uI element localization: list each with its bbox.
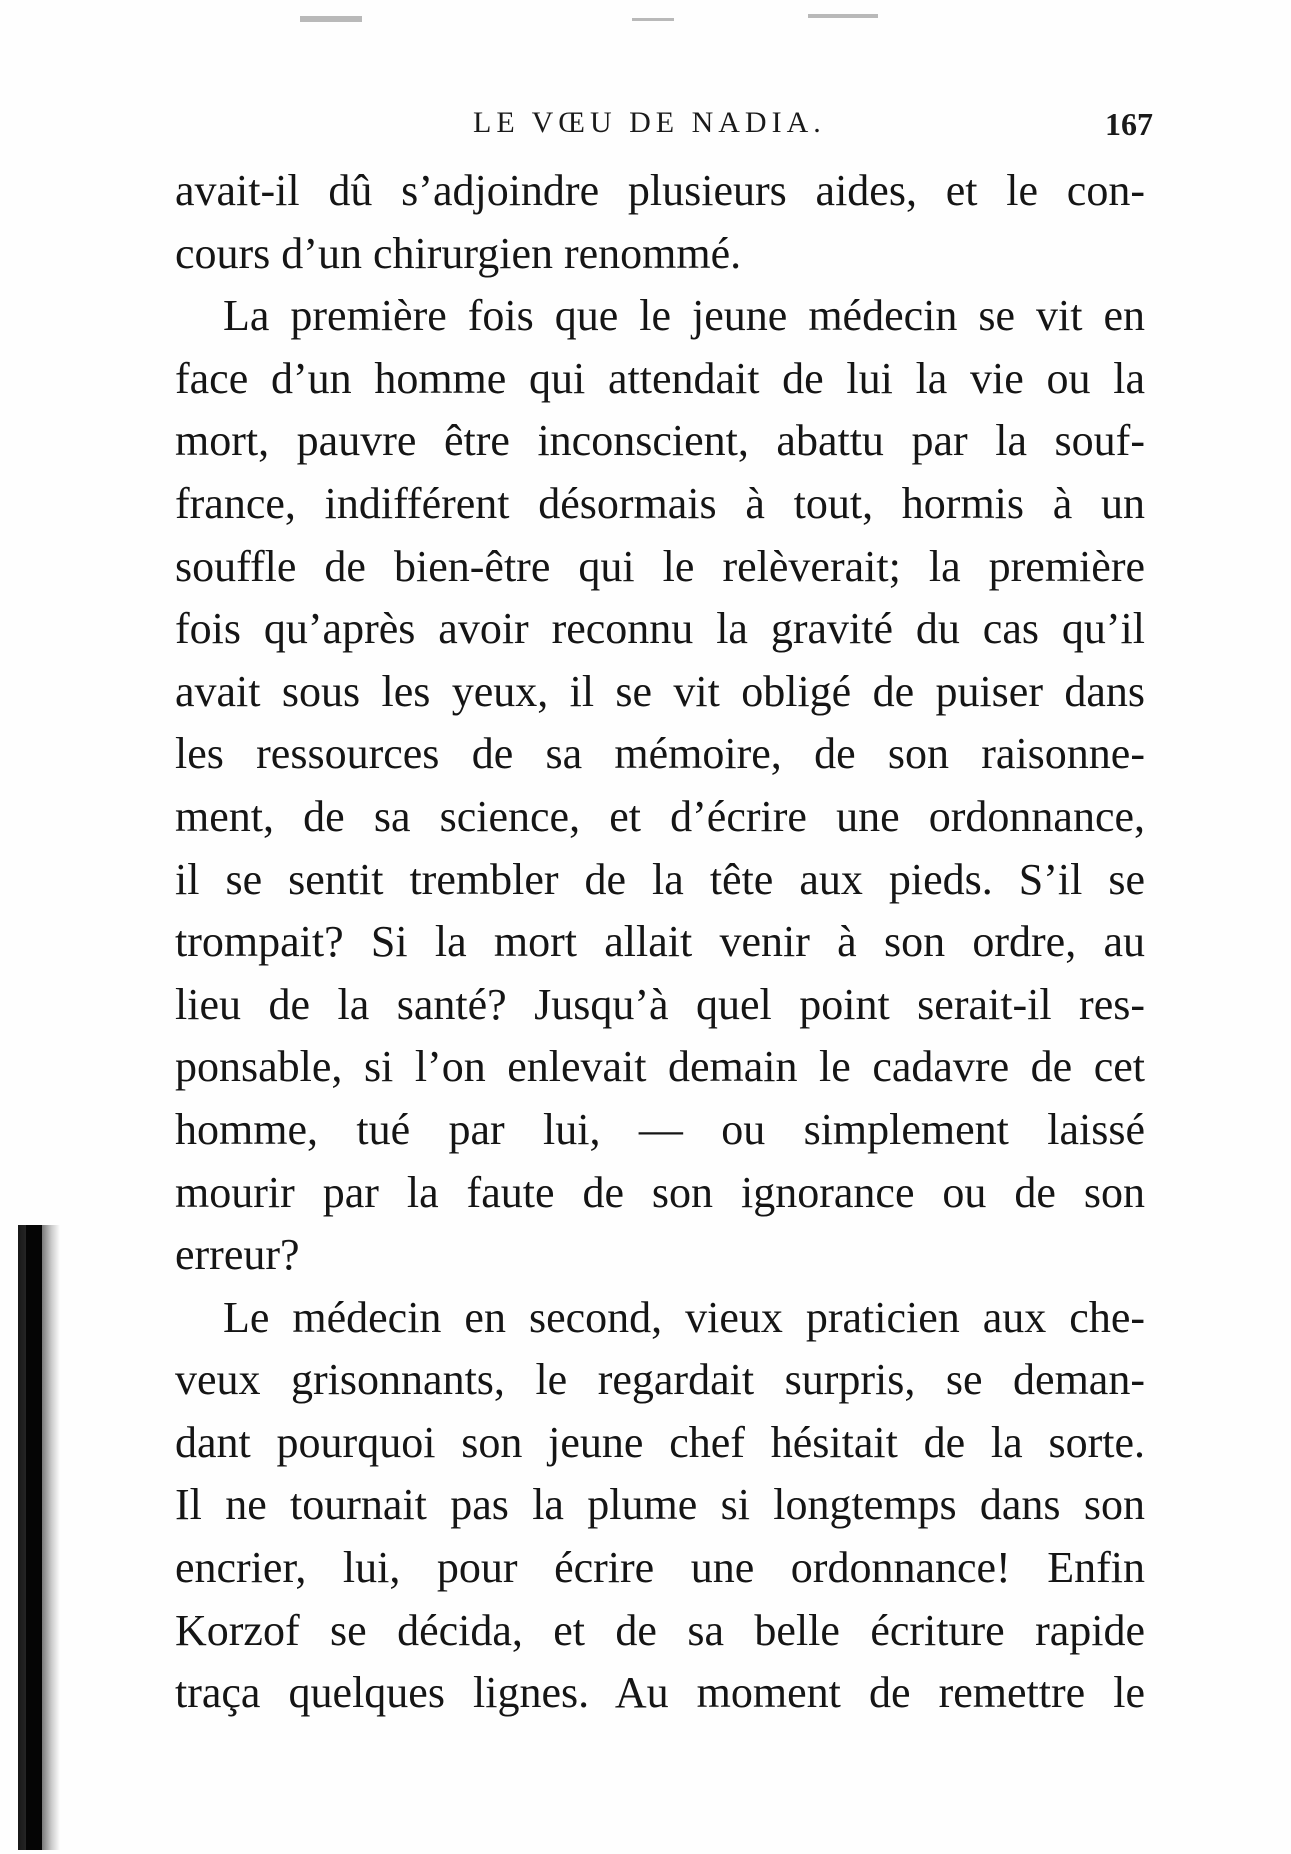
text-line: face d’un homme qui attendait de lui la vie ou la [175,353,1145,403]
scan-mark [632,18,674,21]
text-line: fois qu’après avoir reconnu la gravité du cas qu’il [175,604,1145,654]
text-line: il se sentit trembler de la tête aux pieds. S’il se [175,854,1145,904]
text-line: homme, tué par lui, — ou simplement laissé [175,1104,1145,1154]
running-title: LE VŒU DE NADIA. [473,106,826,139]
scan-mark [300,16,362,22]
text-line: erreur? [175,1230,300,1280]
text-line: encrier, lui, pour écrire une ordonnance! Enfin [175,1543,1145,1593]
text-line: Le médecin en second, vieux praticien aux che- [223,1292,1145,1342]
text-line: france, indifférent désormais à tout, hormis à un [175,478,1145,528]
binding-edge [26,1225,42,1850]
text-line: souffle de bien-être qui le relèverait; la première [175,541,1145,591]
text-line: avait-il dû s’adjoindre plusieurs aides, et le con- [175,166,1145,215]
text-line: trompait? Si la mort allait venir à son ordre, au [175,917,1145,967]
text-line: mort, pauvre être inconscient, abattu par la souf- [175,416,1145,466]
text-line: mourir par la faute de son ignorance ou de son [175,1167,1145,1217]
running-head [175,106,1153,146]
text-line: Korzof se décida, et de sa belle écriture rapide [175,1605,1145,1655]
text-line: La première fois que le jeune médecin se vit en [223,291,1145,341]
text-line: cours d’un chirurgien renommé. [175,228,742,278]
text-line: dant pourquoi son jeune chef hésitait de la sorte. [175,1417,1145,1467]
text-line: avait sous les yeux, il se vit obligé de puiser dans [175,666,1145,716]
scan-mark [808,14,878,18]
text-line: Il ne tournait pas la plume si longtemps dans son [175,1480,1145,1530]
page-number: 167 [1105,106,1153,142]
text-line: traça quelques lignes. Au moment de remettre le [175,1668,1145,1718]
text-line: ponsable, si l’on enlevait demain le cadavre de cet [175,1042,1145,1092]
text-line: veux grisonnants, le regardait surpris, se deman- [175,1355,1145,1405]
text-line: lieu de la santé? Jusqu’à quel point serait-il res- [175,979,1145,1029]
text-line: ment, de sa science, et d’écrire une ordonnance, [175,791,1145,841]
body-text [175,160,1145,1725]
text-line: les ressources de sa mémoire, de son raisonne- [175,729,1145,779]
